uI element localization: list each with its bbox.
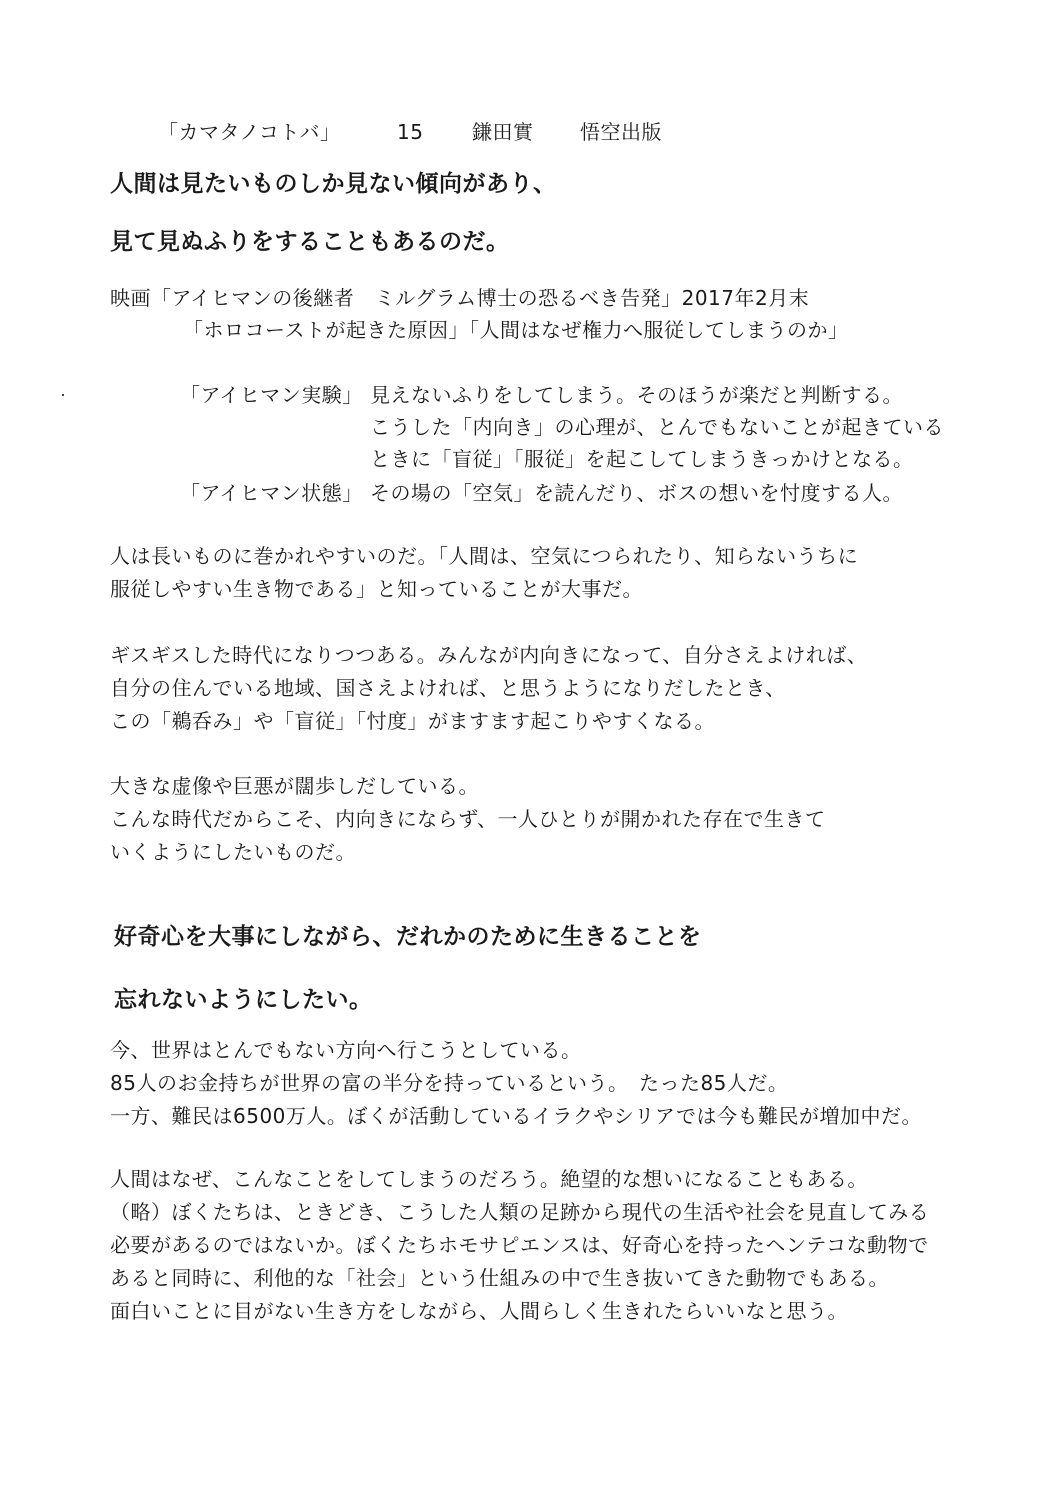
header-author: 鎌田實 bbox=[472, 120, 534, 144]
paragraph-line: こんな時代だからこそ、内向きにならず、一人ひとりが開かれた存在で生きて bbox=[110, 807, 826, 831]
paragraph-line: 大きな虚像や巨悪が闊歩しだしている。 bbox=[110, 774, 479, 798]
scan-speck bbox=[62, 394, 64, 396]
term-line: ときに「盲従」「服従」を起こしてしまうきっかけとなる。 bbox=[370, 447, 914, 471]
term-line: 見えないふりをしてしまう。そのほうが楽だと判断する。 bbox=[370, 383, 903, 407]
header-series: 「カマタノコトバ」 bbox=[158, 120, 341, 144]
term-line: その場の「空気」を読んだり、ボスの想いを忖度する人。 bbox=[370, 481, 903, 505]
term-label: 「アイヒマン状態」 bbox=[180, 481, 363, 505]
section1-heading-line-1: 人間は見たいものしか見ない傾向があり、 bbox=[110, 171, 557, 197]
paragraph-line: 今、世界はとんでもない方向へ行こうとしている。 bbox=[110, 1038, 582, 1062]
header-publisher: 悟空出版 bbox=[580, 120, 662, 144]
paragraph-line: 自分の住んでいる地域、国さえよければ、と思うようになりだしたとき、 bbox=[110, 676, 786, 700]
section1-heading-line-2: 見て見ぬふりをすることもあるのだ。 bbox=[110, 229, 510, 255]
section2-heading-line-1: 好奇心を大事にしながら、だれかのために生きることを bbox=[114, 924, 702, 950]
term-label: 「アイヒマン実験」 bbox=[180, 383, 363, 407]
paragraph-line: 85人のお金持ちが世界の富の半分を持っているという。 たった85人だ。 bbox=[110, 1071, 789, 1095]
paragraph-line: この「鵜呑み」や「盲従」「忖度」がますます起こりやすくなる。 bbox=[110, 709, 715, 733]
paragraph-line: 服従しやすい生き物である」と知っていることが大事だ。 bbox=[110, 577, 643, 601]
paragraph-line: 人は長いものに巻かれやすいのだ。「人間は、空気につられたり、知らないうちに bbox=[110, 544, 859, 568]
paragraph-line: 人間はなぜ、こんなことをしてしまうのだろう。絶望的な想いになることもある。 bbox=[110, 1167, 868, 1191]
term-line: こうした「内向き」の心理が、とんでもないことが起きている bbox=[370, 415, 944, 439]
paragraph-line: 必要があるのではないか。ぼくたちホモサピエンスは、好奇心を持ったヘンテコな動物で bbox=[110, 1233, 929, 1257]
paragraph-line: 一方、難民は6500万人。ぼくが活動しているイラクやシリアでは今も難民が増加中だ。 bbox=[110, 1104, 922, 1128]
header-number: 15 bbox=[397, 120, 424, 144]
paragraph-line: ギスギスした時代になりつつある。みんなが内向きになって、自分さえよければ、 bbox=[110, 643, 868, 667]
film-subline: 「ホロコーストが起きた原因」「人間はなぜ権力へ服従してしまうのか」 bbox=[183, 318, 849, 342]
paragraph-line: いくようにしたいものだ。 bbox=[110, 840, 356, 864]
film-line: 映画「アイヒマンの後継者 ミルグラム博士の恐るべき告発」2017年2月末 bbox=[110, 286, 810, 310]
paragraph-line: 面白いことに目がない生き方をしながら、人間らしく生きれたらいいなと思う。 bbox=[110, 1299, 848, 1323]
paragraph-line: （略）ぼくたちは、ときどき、こうした人類の足跡から現代の生活や社会を見直してみる bbox=[110, 1200, 930, 1224]
paragraph-line: あると同時に、利他的な「社会」という仕組みの中で生き抜いてきた動物でもある。 bbox=[110, 1266, 889, 1290]
section2-heading-line-2: 忘れないようにしたい。 bbox=[114, 987, 373, 1013]
